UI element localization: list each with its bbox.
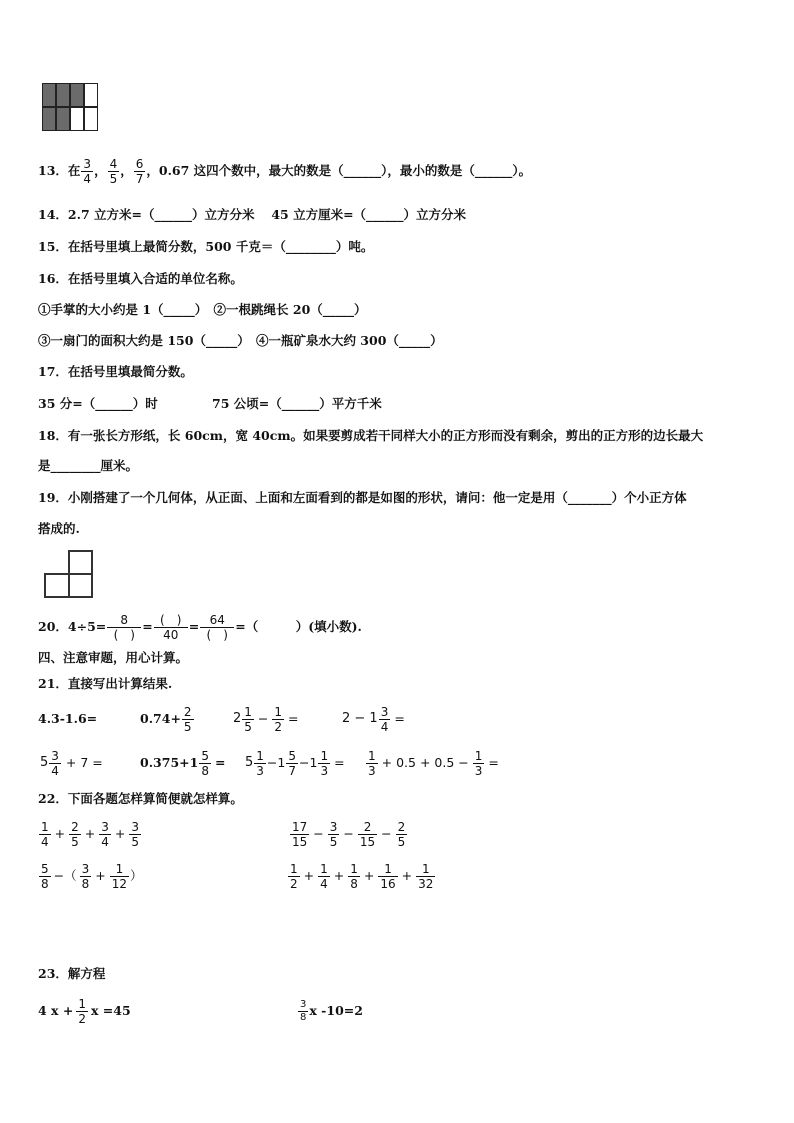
question-22-title: 22．下面各题怎样算简便就怎样算。 xyxy=(38,791,243,806)
cube-view-figure xyxy=(44,550,94,598)
grid-cell xyxy=(70,107,84,131)
q22-expr-1: $\frac{1}{4}$ + $\frac{2}{5}$ + $\frac{3}{4}$ + $\frac{3}{5}$ xyxy=(41,819,140,849)
q22-expr-2: $\frac{17}{15}$ − $\frac{3}{5}$ − $\frac{2}{15}$ − $\frac{2}{5}$ xyxy=(292,819,406,849)
q13-fraction-1: $\frac{3}{4}$ xyxy=(83,156,92,186)
q21-expr-5: 5 $\frac{3}{4}$ + 7 = xyxy=(40,748,103,778)
grid-cell xyxy=(56,83,70,107)
question-16-line-1: ①手掌的大小约是 1（_____） ②一根跳绳长 20（_____） xyxy=(38,302,367,317)
grid-cell xyxy=(84,107,98,131)
cube-square xyxy=(68,550,93,575)
q13-fraction-2: $\frac{4}{5}$ xyxy=(109,156,118,186)
section-4-title: 四、注意审题，用心计算。 xyxy=(38,650,189,665)
question-14: 14．2.7 立方米=（______）立方分米 45 立方厘米=（______）立方分米 xyxy=(38,207,467,222)
grid-cell xyxy=(42,83,56,107)
question-16-title: 16．在括号里填入合适的单位名称。 xyxy=(38,271,243,286)
grid-cell xyxy=(84,83,98,107)
question-17-title: 17．在括号里填最简分数。 xyxy=(38,364,193,379)
q21-expr-3: 2 $\frac{1}{5}$ − $\frac{1}{2}$ = xyxy=(233,704,299,734)
q21-expr-6: 0.375+1 $\frac{5}{8}$ = xyxy=(140,748,226,778)
q13-number: 13． xyxy=(38,163,68,178)
q20-number: 20．4÷5= xyxy=(38,619,107,634)
q20-fraction-1: $\frac{8}{( )}$ xyxy=(107,614,141,641)
question-23-title: 23．解方程 xyxy=(38,966,106,981)
q21-expr-7: 5 $\frac{1}{3}$ −1 $\frac{5}{7}$ −1 $\frac{1}{3}$ = xyxy=(245,748,345,778)
q23-equation-1: 4 x + $\frac{1}{2}$ x =45 xyxy=(38,996,131,1026)
question-17-part-a: 35 分=（______）时 xyxy=(38,396,158,411)
q20-tail: =（ ）(填小数). xyxy=(235,619,362,634)
q20-fraction-3: $\frac{64}{( )}$ xyxy=(200,614,234,641)
q20-fraction-2: $\frac{( )}{40}$ xyxy=(154,614,188,641)
q13-pre: 在 xyxy=(67,163,81,178)
grid-cell xyxy=(56,107,70,131)
q22-expr-4: $\frac{1}{2}$ + $\frac{1}{4}$ + $\frac{1}{8}$ + $\frac{1}{16}$ + $\frac{1}{32}$ xyxy=(290,861,434,891)
grid-cell xyxy=(42,107,56,131)
q13-fraction-3: $\frac{6}{7}$ xyxy=(135,156,144,186)
q21-expr-2: 0.74+ $\frac{2}{5}$ xyxy=(140,704,192,734)
question-18-line-1: 18．有一张长方形纸，长 60cm，宽 40cm。如果要剪成若干同样大小的正方形而没有剩余，剪出的正方形的边长最大 xyxy=(38,428,704,443)
q13-text: ，0.67 这四个数中，最大的数是（______），最小的数是（______）。 xyxy=(146,163,532,178)
q21-expr-8: $\frac{1}{3}$ + 0.5 + 0.5 − $\frac{1}{3}$ = xyxy=(368,748,499,778)
q21-expr-4: 2 − 1 $\frac{3}{4}$ = xyxy=(342,704,405,734)
question-13: 13． 在 $\frac{3}{4}$ ， $\frac{4}{5}$ ， $\frac{6}{7}$ ，0.67 这四个数中，最大的数是（______），最小的数是（______）。 xyxy=(38,156,532,186)
question-19-line-1: 19．小刚搭建了一个几何体，从正面、上面和左面看到的都是如图的形状，请问：他一定是用（_______）个小正方体 xyxy=(38,490,687,505)
cube-square xyxy=(44,573,70,598)
q23-equation-2: $\frac{3}{8}$ x -10=2 xyxy=(300,998,363,1023)
question-18-line-2: 是________厘米。 xyxy=(38,458,139,473)
question-17-part-b: 75 公顷=（______）平方千米 xyxy=(212,396,382,411)
question-19-line-2: 搭成的. xyxy=(38,521,80,536)
question-16-line-2: ③一扇门的面积大约是 150（_____） ④一瓶矿泉水大约 300（_____） xyxy=(38,333,443,348)
question-20: 20．4÷5= $\frac{8}{( )}$ = $\frac{( )}{40}$ = $\frac{64}{( )}$ =（ ）(填小数). xyxy=(38,612,362,642)
question-15: 15．在括号里填上最简分数，500 千克＝（________）吨。 xyxy=(38,239,374,254)
grid-cell xyxy=(70,83,84,107)
question-21-title: 21．直接写出计算结果. xyxy=(38,676,173,691)
q22-expr-3: $\frac{5}{8}$ −（ $\frac{3}{8}$ + $\frac{1}{12}$ ） xyxy=(41,861,143,891)
shaded-grid-figure xyxy=(42,83,98,131)
q21-expr-1: 4.3-1.6= xyxy=(38,711,98,726)
cube-square xyxy=(68,573,93,598)
